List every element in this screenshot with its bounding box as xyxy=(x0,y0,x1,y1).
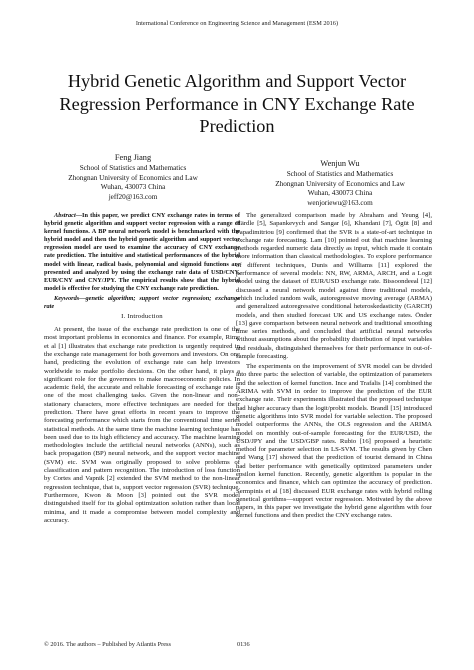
body-paragraph: At present, the issue of the exchange rate prediction is one of the most important problems in economics and finance. For example, Rime et al [1] illustrates that exchange rate prediction is urgently required in the exchange rate management for both governors and investors. On one hand, predicting the evolution of exchange rate can help investors worldwide to make portfolio decisions. On the other hand, it plays a significant role for the governors to make macroeconomic policies. In academic field, the accurate and reliable forecasting of exchange rate is one of the most challenging tasks. Given the non-linear and non-stationary characters, more effective techniques are needed for their prediction. There have great efforts in recent years to improve the forecasting performance which starts from the conventional time series statistical methods. At the same time the machine learning technique has been used due to its high efficiency and accuracy. The machine learning methodologies include the artificial neural networks (ANNs), such as back propagation (BP) neural network, and the support vector machine (SVM) etc. SVM was originally proposed to solve problems of classification and pattern recognition. The introduction of loss function by Cortes and Vapnik [2] extended the SVM method to the non-linear regression technique, that is, support vector regression (SVR) technique. Furthermore, Kwon & Moon [3] pointed out the SVR model distinguished itself for its global optimization solution rather than local minima, and it made a compromise between model complexity and accuracy. xyxy=(44,326,240,524)
author-department: School of Statistics and Mathematics xyxy=(286,170,394,178)
paper-title: Hybrid Genetic Algorithm and Support Vector Regression Performance in CNY Exchange Rate Prediction xyxy=(59,71,415,136)
author-city: Wuhan, 430073 China xyxy=(100,183,166,192)
author-department: School of Statistics and Mathematics xyxy=(79,164,187,172)
conference-header: International Conference on Engineering Science and Management (ESM 2016) xyxy=(135,20,339,27)
keywords xyxy=(44,295,240,311)
keywords-lead: Keywords xyxy=(54,294,80,302)
copyright-notice: © 2016. The authors – Published by Atlantis Press xyxy=(44,641,171,648)
right-column xyxy=(236,212,432,523)
body-paragraph: The experiments on the improvement of SVR model can be divided into three parts: the selection of variable, the optimization of parameters and the selection of kernel function. Ince and Trafalis [14] combined the ARIMA with SVM in order to improve the prediction of the EUR exchange rate. Their experiments illustrated that the proposed technique had higher accuracy than the logit/probit models. Brandl [15] introduced genetic algorithms into SVR model for variable selection. The proposed model outperforms the ANNs, the OLS regression and the ARIMA model on monthly out-of-sample forecasting for the EUR/USD, the USD/JPY and the USD/GBP rates. Rubio [16] proposed a heuristic method for parameter selection in LS-SVM. The results given by Chen and Wang [17] showed that the prediction of tourist demand in China had better performance with genetically optimized parameters under epsilon kernel function. Recently, genetic algorithm is popular in the economics and finance, which can optimize the accuracy of prediction. Sermpinis et al [18] discussed EUR exchange rates with hybrid rolling genetical gorithms—support vector regression. Motivated by the above papers, in this paper we investigate the hybrid gene algorithm with four kernel functions and then predict the CNY exchange rates. xyxy=(236,363,432,520)
author-university: Zhongnan University of Economics and Law xyxy=(68,173,198,182)
author-university: Zhongnan University of Economics and Law xyxy=(275,179,405,188)
page-number: 0136 xyxy=(237,641,250,648)
keywords-text: —genetic algorithm; support vector regression; exchange rate xyxy=(44,294,240,310)
author-email: wenjoriewu@163.com xyxy=(307,198,373,207)
section-heading-introduction: I. Introduction xyxy=(121,312,163,320)
abstract-text: —In this paper, we predict CNY exchange rates in terms of hybrid genetic algorithm and support vector regression with a range of kernel functions. A BP neural network model is benchmarked with the hybrid model and then the hybrid genetic algorithm and support vector regression model are used to examine the accuracy of CNY exchange rate prediction. The intuitive and statistical performances of the hybrid model with linear, radical basis, polynomial and sigmoid functions are presented and analyzed by using the exchange rate data of USD/CNY, EUR/CNY and CNY/JPY. The empirical results show that the hybrid model is effective for studying the CNY exchange rate prediction. xyxy=(44,212,240,292)
author-block-1 xyxy=(33,152,233,202)
author-name: Feng Jiang xyxy=(114,153,152,162)
abstract-lead: Abstract xyxy=(54,212,76,219)
author-email: jeff20@163.com xyxy=(108,192,158,201)
author-block-2 xyxy=(240,158,440,208)
author-city: Wuhan, 430073 China xyxy=(307,189,373,198)
left-column xyxy=(44,212,240,527)
body-paragraph: The generalized comparison made by Abraham and Yeung [4], Härdle [5], Sapankevych and Sangar [6], Khandani [7], Ögüt [8] and Papadimitriou [9] confirmed that the SVR is a state-of-art technique in exchange rate forecasting. Lam [10] pointed out that machine learning methods regarded numeric data directly as input, which made it contain more information than classical methodologies. To explore performance of different techniques, Dunis and Williams [11] explored the performance of several models: NN, RW, ARMA, ARCH, and a Logit model using the dataset of EUR/USD exchange rate. Bissoondeeal [12] discussed a neural network model against three traditional models, which included random walk, autoregressive moving average (ARMA) and generalized autoregressive conditional heteroskedasticity (GARCH) models, and then studied forecast UK and US exchange rates. Önder [13] gave comparison between neural network and traditional smoothing time series methods, and concluded that artificial neural networks without assumptions about the probability distribution of input variables and residuals, distinguished themselves for their performance in out-of-sample forecasting. xyxy=(236,212,432,361)
author-name: Wenjun Wu xyxy=(320,159,360,168)
abstract xyxy=(44,212,240,293)
